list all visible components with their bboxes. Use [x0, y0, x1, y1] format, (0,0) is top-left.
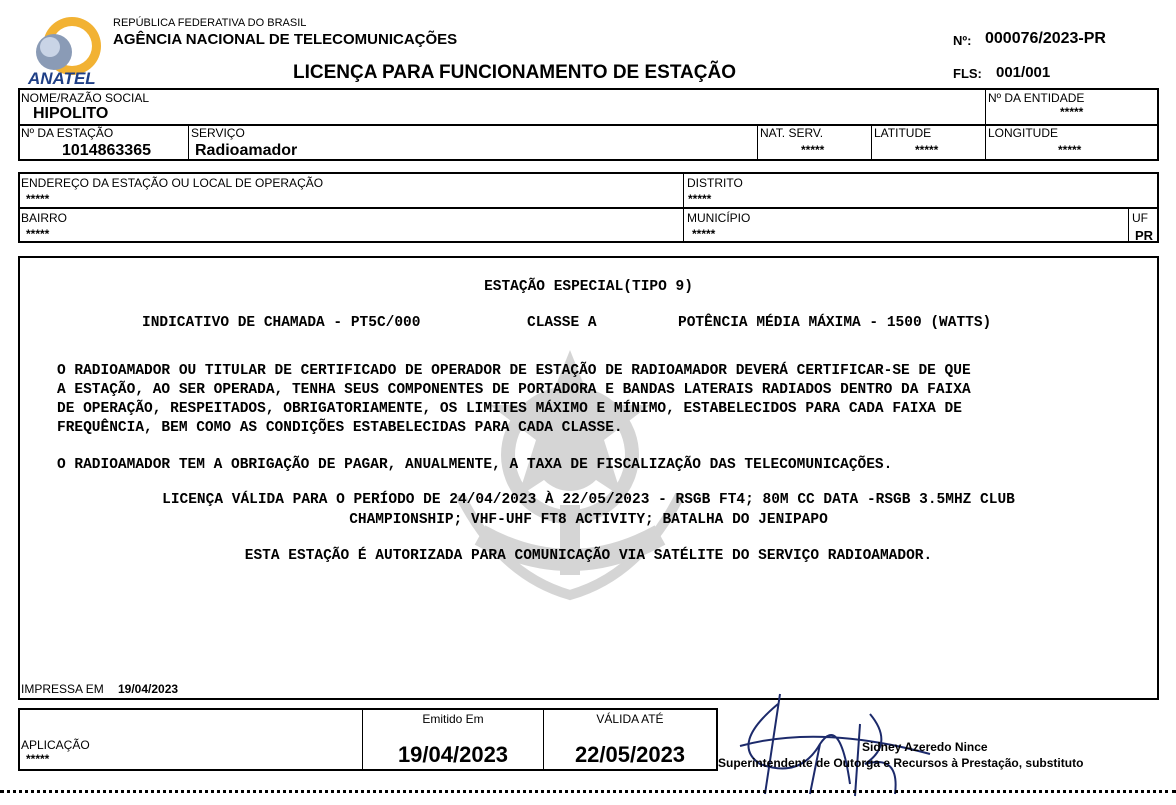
paragraph-line: O RADIOAMADOR OU TITULAR DE CERTIFICADO DE OPERADOR DE ESTAÇÃO DE RADIOAMADOR DEVERÁ CERTIFICAR-SE DE QUE	[57, 363, 971, 379]
longitude-value: *****	[1058, 143, 1082, 157]
paragraph-line: A ESTAÇÃO, AO SER OPERADA, TENHA SEUS COMPONENTES DE PORTADORA E BANDAS LATERAIS RADIADOS DENTRO DA FAIXA	[57, 382, 971, 398]
distrito-value: *****	[688, 192, 712, 206]
valida-value: 22/05/2023	[574, 742, 686, 767]
distrito-label: DISTRITO	[687, 176, 743, 190]
signer-name: Sidney Azeredo Nince	[862, 740, 988, 754]
max-power: POTÊNCIA MÉDIA MÁXIMA - 1500 (WATTS)	[678, 315, 992, 331]
printed-date: 19/04/2023	[118, 682, 179, 696]
validity-line: LICENÇA VÁLIDA PARA O PERÍODO DE 24/04/2023 À 22/05/2023 - RSGB FT4; 80M CC DATA -RSGB 3.5MHZ CLUB	[162, 492, 1015, 508]
agency-name: AGÊNCIA NACIONAL DE TELECOMUNICAÇÕES	[113, 31, 458, 48]
uf-label: UF	[1132, 211, 1148, 225]
endereco-label: ENDEREÇO DA ESTAÇÃO OU LOCAL DE OPERAÇÃO	[21, 176, 324, 190]
license-class: CLASSE A	[527, 315, 597, 331]
entidade-label: Nº DA ENTIDADE	[988, 91, 1085, 105]
paragraph-line: FREQUÊNCIA, BEM COMO AS CONDIÇÕES ESTABELECIDAS PARA CADA CLASSE.	[57, 420, 623, 436]
nome-value: HIPOLITO	[33, 105, 109, 122]
uf-value: PR	[1135, 228, 1154, 243]
longitude-label: LONGITUDE	[988, 126, 1059, 140]
station-type: ESTAÇÃO ESPECIAL(TIPO 9)	[484, 279, 693, 295]
signer-title: Superintendente de Outorga e Recursos à Prestação, substituto	[718, 756, 1084, 770]
latitude-value: *****	[915, 143, 939, 157]
municipio-value: *****	[692, 227, 716, 241]
natserv-label: NAT. SERV.	[760, 126, 824, 140]
republic-text: REPÚBLICA FEDERATIVA DO BRASIL	[113, 17, 307, 29]
natserv-value: *****	[801, 143, 825, 157]
endereco-value: *****	[26, 192, 50, 206]
paragraph-line: DE OPERAÇÃO, RESPEITADOS, OBRIGATORIAMENTE, OS LIMITES MÁXIMO E MÍNIMO, ESTABELECIDOS PARA CADA FAIXA DE	[57, 401, 962, 417]
validity-line: CHAMPIONSHIP; VHF-UHF FT8 ACTIVITY; BATALHA DO JENIPAPO	[349, 512, 828, 528]
call-sign: INDICATIVO DE CHAMADA - PT5C/000	[142, 315, 421, 331]
satellite-authorization: ESTA ESTAÇÃO É AUTORIZADA PARA COMUNICAÇÃO VIA SATÉLITE DO SERVIÇO RADIOAMADOR.	[244, 548, 933, 564]
emitido-value: 19/04/2023	[397, 742, 509, 767]
fls-value: 001/001	[996, 64, 1051, 81]
perforation-line	[0, 790, 1176, 793]
nome-label: NOME/RAZÃO SOCIAL	[21, 91, 150, 105]
number-label: Nº:	[953, 33, 972, 48]
fee-paragraph: O RADIOAMADOR TEM A OBRIGAÇÃO DE PAGAR, ANUALMENTE, A TAXA DE FISCALIZAÇÃO DAS TELECOMUNICAÇÕES.	[57, 457, 893, 473]
estacao-label: Nº DA ESTAÇÃO	[21, 126, 114, 140]
number-value: 000076/2023-PR	[985, 30, 1106, 47]
printed-label: IMPRESSA EM	[21, 682, 104, 696]
fls-label: FLS:	[953, 66, 982, 81]
valida-label: VÁLIDA ATÉ	[596, 712, 664, 726]
entidade-value: *****	[1060, 105, 1084, 119]
municipio-label: MUNICÍPIO	[687, 211, 751, 225]
document-title: LICENÇA PARA FUNCIONAMENTO DE ESTAÇÃO	[293, 62, 736, 83]
bairro-value: *****	[26, 227, 50, 241]
estacao-value: 1014863365	[62, 142, 151, 159]
aplicacao-value: *****	[26, 752, 50, 766]
latitude-label: LATITUDE	[874, 126, 932, 140]
bairro-label: BAIRRO	[21, 211, 68, 225]
emitido-label: Emitido Em	[422, 712, 484, 726]
servico-value: Radioamador	[195, 142, 298, 159]
aplicacao-label: APLICAÇÃO	[21, 738, 90, 752]
servico-label: SERVIÇO	[191, 126, 245, 140]
logo-text: ANATEL	[28, 69, 96, 88]
